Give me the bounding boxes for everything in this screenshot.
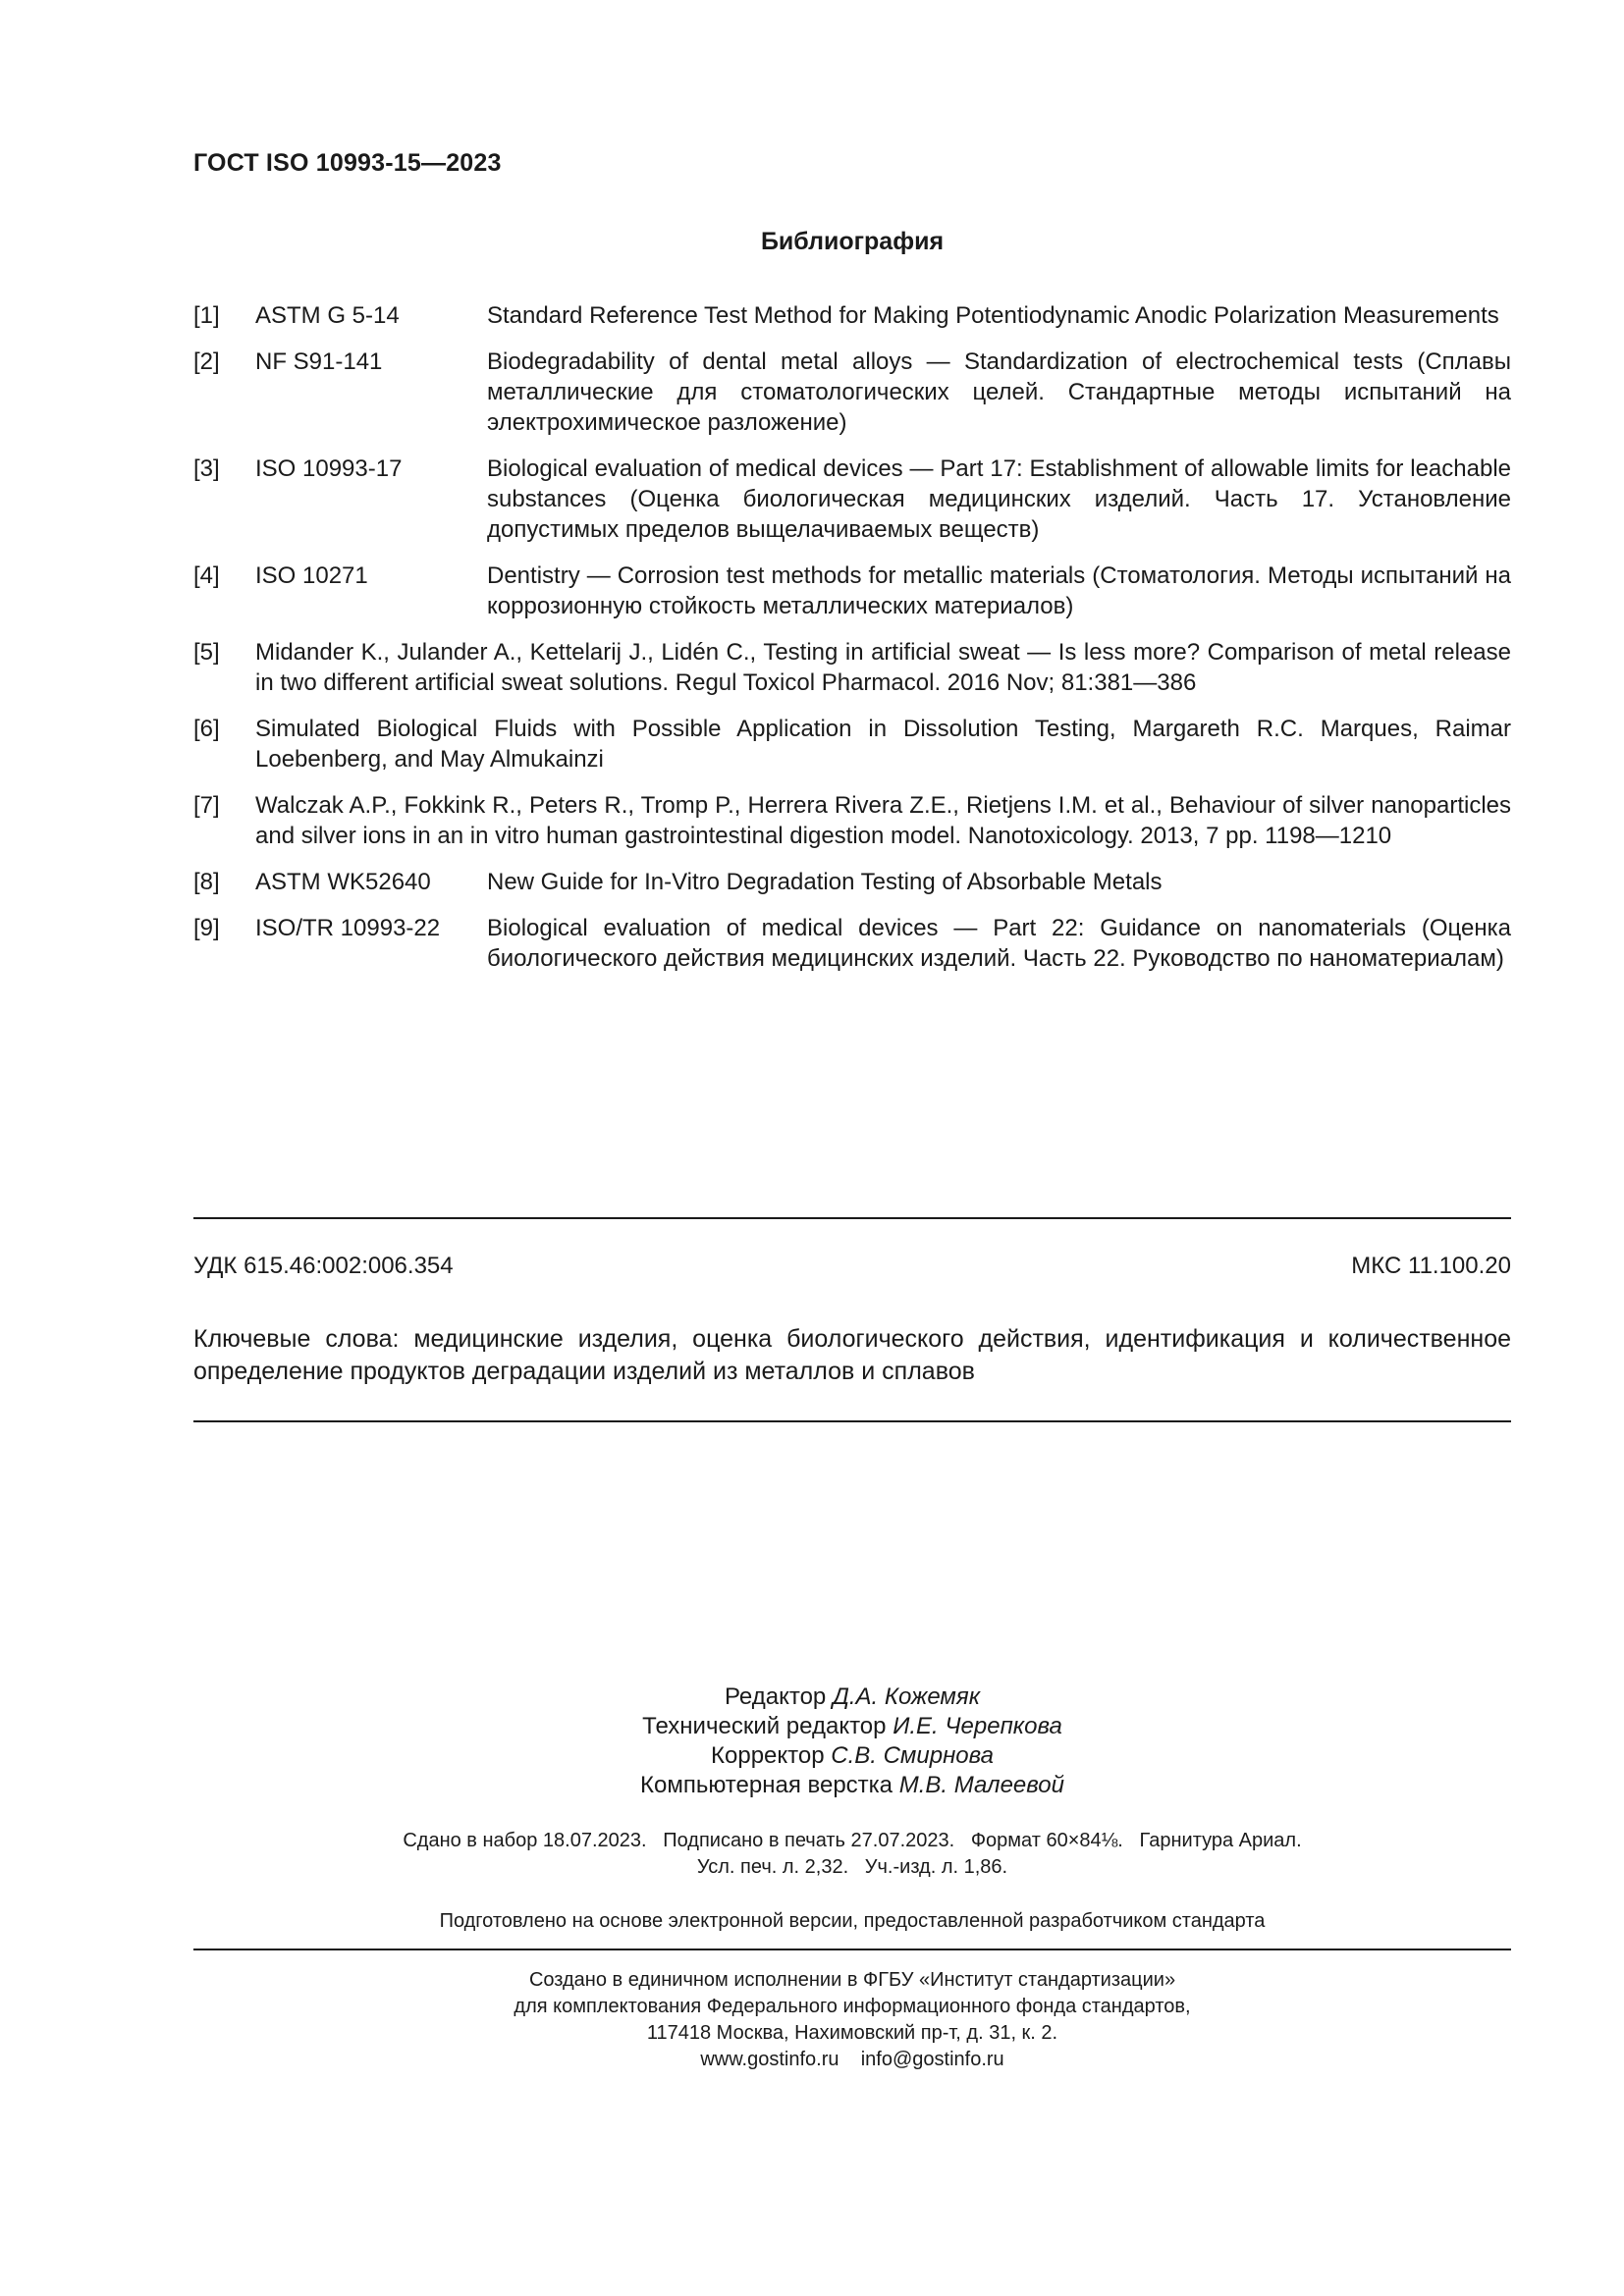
reference-item bbox=[193, 790, 1511, 851]
prepared-note: Подготовлено на основе электронной версии, предоставленной разработчиком стандарта bbox=[439, 1910, 1266, 1932]
divider-line bbox=[193, 1949, 1511, 1950]
reference-item bbox=[193, 347, 1511, 438]
credit-label: Компьютерная верстка bbox=[640, 1772, 893, 1798]
reference-item bbox=[193, 714, 1511, 774]
credit-name: И.Е. Черепкова bbox=[893, 1713, 1062, 1739]
reference-text: Midander K., Julander A., Kettelarij J., Lidén C., Testing in artificial sweat — Is less more? Comparison of metal release in two different artificial sweat solutions. Regul Toxicol Pharmacol. 2016 Nov; 81:381—386 bbox=[255, 639, 1511, 696]
keywords-paragraph: Ключевые слова: медицинские изделия, оценка биологического действия, идентификация и количественное определение продуктов деградации изделий из металлов и сплавов bbox=[193, 1325, 1511, 1385]
reference-number: [8] bbox=[193, 869, 220, 895]
reference-number: [5] bbox=[193, 639, 220, 666]
reference-number: [9] bbox=[193, 915, 220, 941]
credit-label: Технический редактор bbox=[642, 1713, 887, 1739]
reference-code: ISO 10271 bbox=[255, 562, 368, 589]
reference-text: Biological evaluation of medical devices — Part 17: Establishment of allowable limits for leachable substances (Оценка биологическая медицинских изделий. Часть 17. Установление допустимых пределов выщелачиваемых веществ) bbox=[487, 455, 1511, 543]
reference-item bbox=[193, 867, 1511, 897]
reference-text: Dentistry — Corrosion test methods for metallic materials (Стоматология. Методы испытаний на коррозионную стойкость металлических материалов) bbox=[487, 562, 1511, 619]
credit-layout bbox=[193, 1771, 1511, 1800]
credit-label: Корректор bbox=[711, 1742, 825, 1769]
credits-block bbox=[193, 1682, 1511, 1800]
publication-info-line: Усл. печ. л. 2,32. Уч.-изд. л. 1,86. bbox=[696, 1856, 1008, 1878]
reference-text: New Guide for In-Vitro Degradation Testing of Absorbable Metals bbox=[487, 869, 1163, 895]
reference-number: [1] bbox=[193, 302, 220, 329]
divider-line bbox=[193, 1217, 1511, 1219]
reference-text: Simulated Biological Fluids with Possible Application in Dissolution Testing, Margareth R.C. Marques, Raimar Loebenberg, and May Almukainzi bbox=[255, 716, 1511, 773]
bibliography-list bbox=[193, 300, 1511, 989]
created-info-line: 117418 Москва, Нахимовский пр-т, д. 31, к. 2. bbox=[646, 2022, 1058, 2044]
reference-number: [2] bbox=[193, 348, 220, 375]
reference-code: ASTM WK52640 bbox=[255, 869, 431, 895]
reference-code: ISO/TR 10993-22 bbox=[255, 915, 441, 941]
credit-name: М.В. Малеевой bbox=[898, 1772, 1064, 1798]
created-info-line: для комплектования Федерального информационного фонда стандартов, bbox=[514, 1996, 1191, 2017]
udk-code: УДК 615.46:002:006.354 bbox=[193, 1253, 454, 1279]
publication-info bbox=[193, 1828, 1511, 1881]
reference-item bbox=[193, 454, 1511, 545]
divider-line bbox=[193, 1420, 1511, 1422]
created-info bbox=[193, 1967, 1511, 2073]
credit-label: Редактор bbox=[724, 1683, 827, 1710]
reference-item bbox=[193, 637, 1511, 698]
reference-item bbox=[193, 913, 1511, 974]
reference-text: Biological evaluation of medical devices — Part 22: Guidance on nanomaterials (Оценка биологического действия медицинских изделий. Часть 22. Руководство по наноматериалам) bbox=[487, 915, 1511, 972]
reference-number: [3] bbox=[193, 455, 220, 482]
reference-text: Standard Reference Test Method for Making Potentiodynamic Anodic Polarization Measurements bbox=[487, 302, 1499, 329]
reference-item bbox=[193, 561, 1511, 621]
reference-text: Biodegradability of dental metal alloys — Standardization of electrochemical tests (Сплавы металлические для стоматологических целей. Стандартные методы испытаний на электрохимическое разложение) bbox=[487, 348, 1511, 436]
created-info-line: www.gostinfo.ru info@gostinfo.ru bbox=[700, 2049, 1004, 2070]
reference-number: [7] bbox=[193, 792, 220, 819]
credit-name: Д.А. Кожемяк bbox=[832, 1683, 981, 1710]
standard-code: ГОСТ ISO 10993-15—2023 bbox=[193, 149, 502, 177]
reference-text: Walczak A.P., Fokkink R., Peters R., Tromp P., Herrera Rivera Z.E., Rietjens I.M. et al., Behaviour of silver nanoparticles and silver ions in an in vitro human gastrointestinal digestion model. Nanotoxicology. 2013, 7 pp. 1198—1210 bbox=[255, 792, 1511, 849]
publication-info-line: Сдано в набор 18.07.2023. Подписано в печать 27.07.2023. Формат 60×84⅛. Гарнитура Ариал. bbox=[403, 1830, 1302, 1851]
credit-editor bbox=[193, 1682, 1511, 1712]
credit-corrector bbox=[193, 1741, 1511, 1771]
credit-tech-editor bbox=[193, 1712, 1511, 1741]
mks-code: МКС 11.100.20 bbox=[1351, 1253, 1511, 1279]
reference-number: [6] bbox=[193, 716, 220, 742]
reference-number: [4] bbox=[193, 562, 220, 589]
reference-code: NF S91-141 bbox=[255, 348, 383, 375]
created-info-line: Создано в единичном исполнении в ФГБУ «Институт стандартизации» bbox=[528, 1969, 1176, 1991]
reference-code: ISO 10993-17 bbox=[255, 455, 403, 482]
reference-item bbox=[193, 300, 1511, 331]
reference-code: ASTM G 5-14 bbox=[255, 302, 400, 329]
credit-name: С.В. Смирнова bbox=[831, 1742, 994, 1769]
bibliography-title: Библиография bbox=[760, 228, 945, 255]
